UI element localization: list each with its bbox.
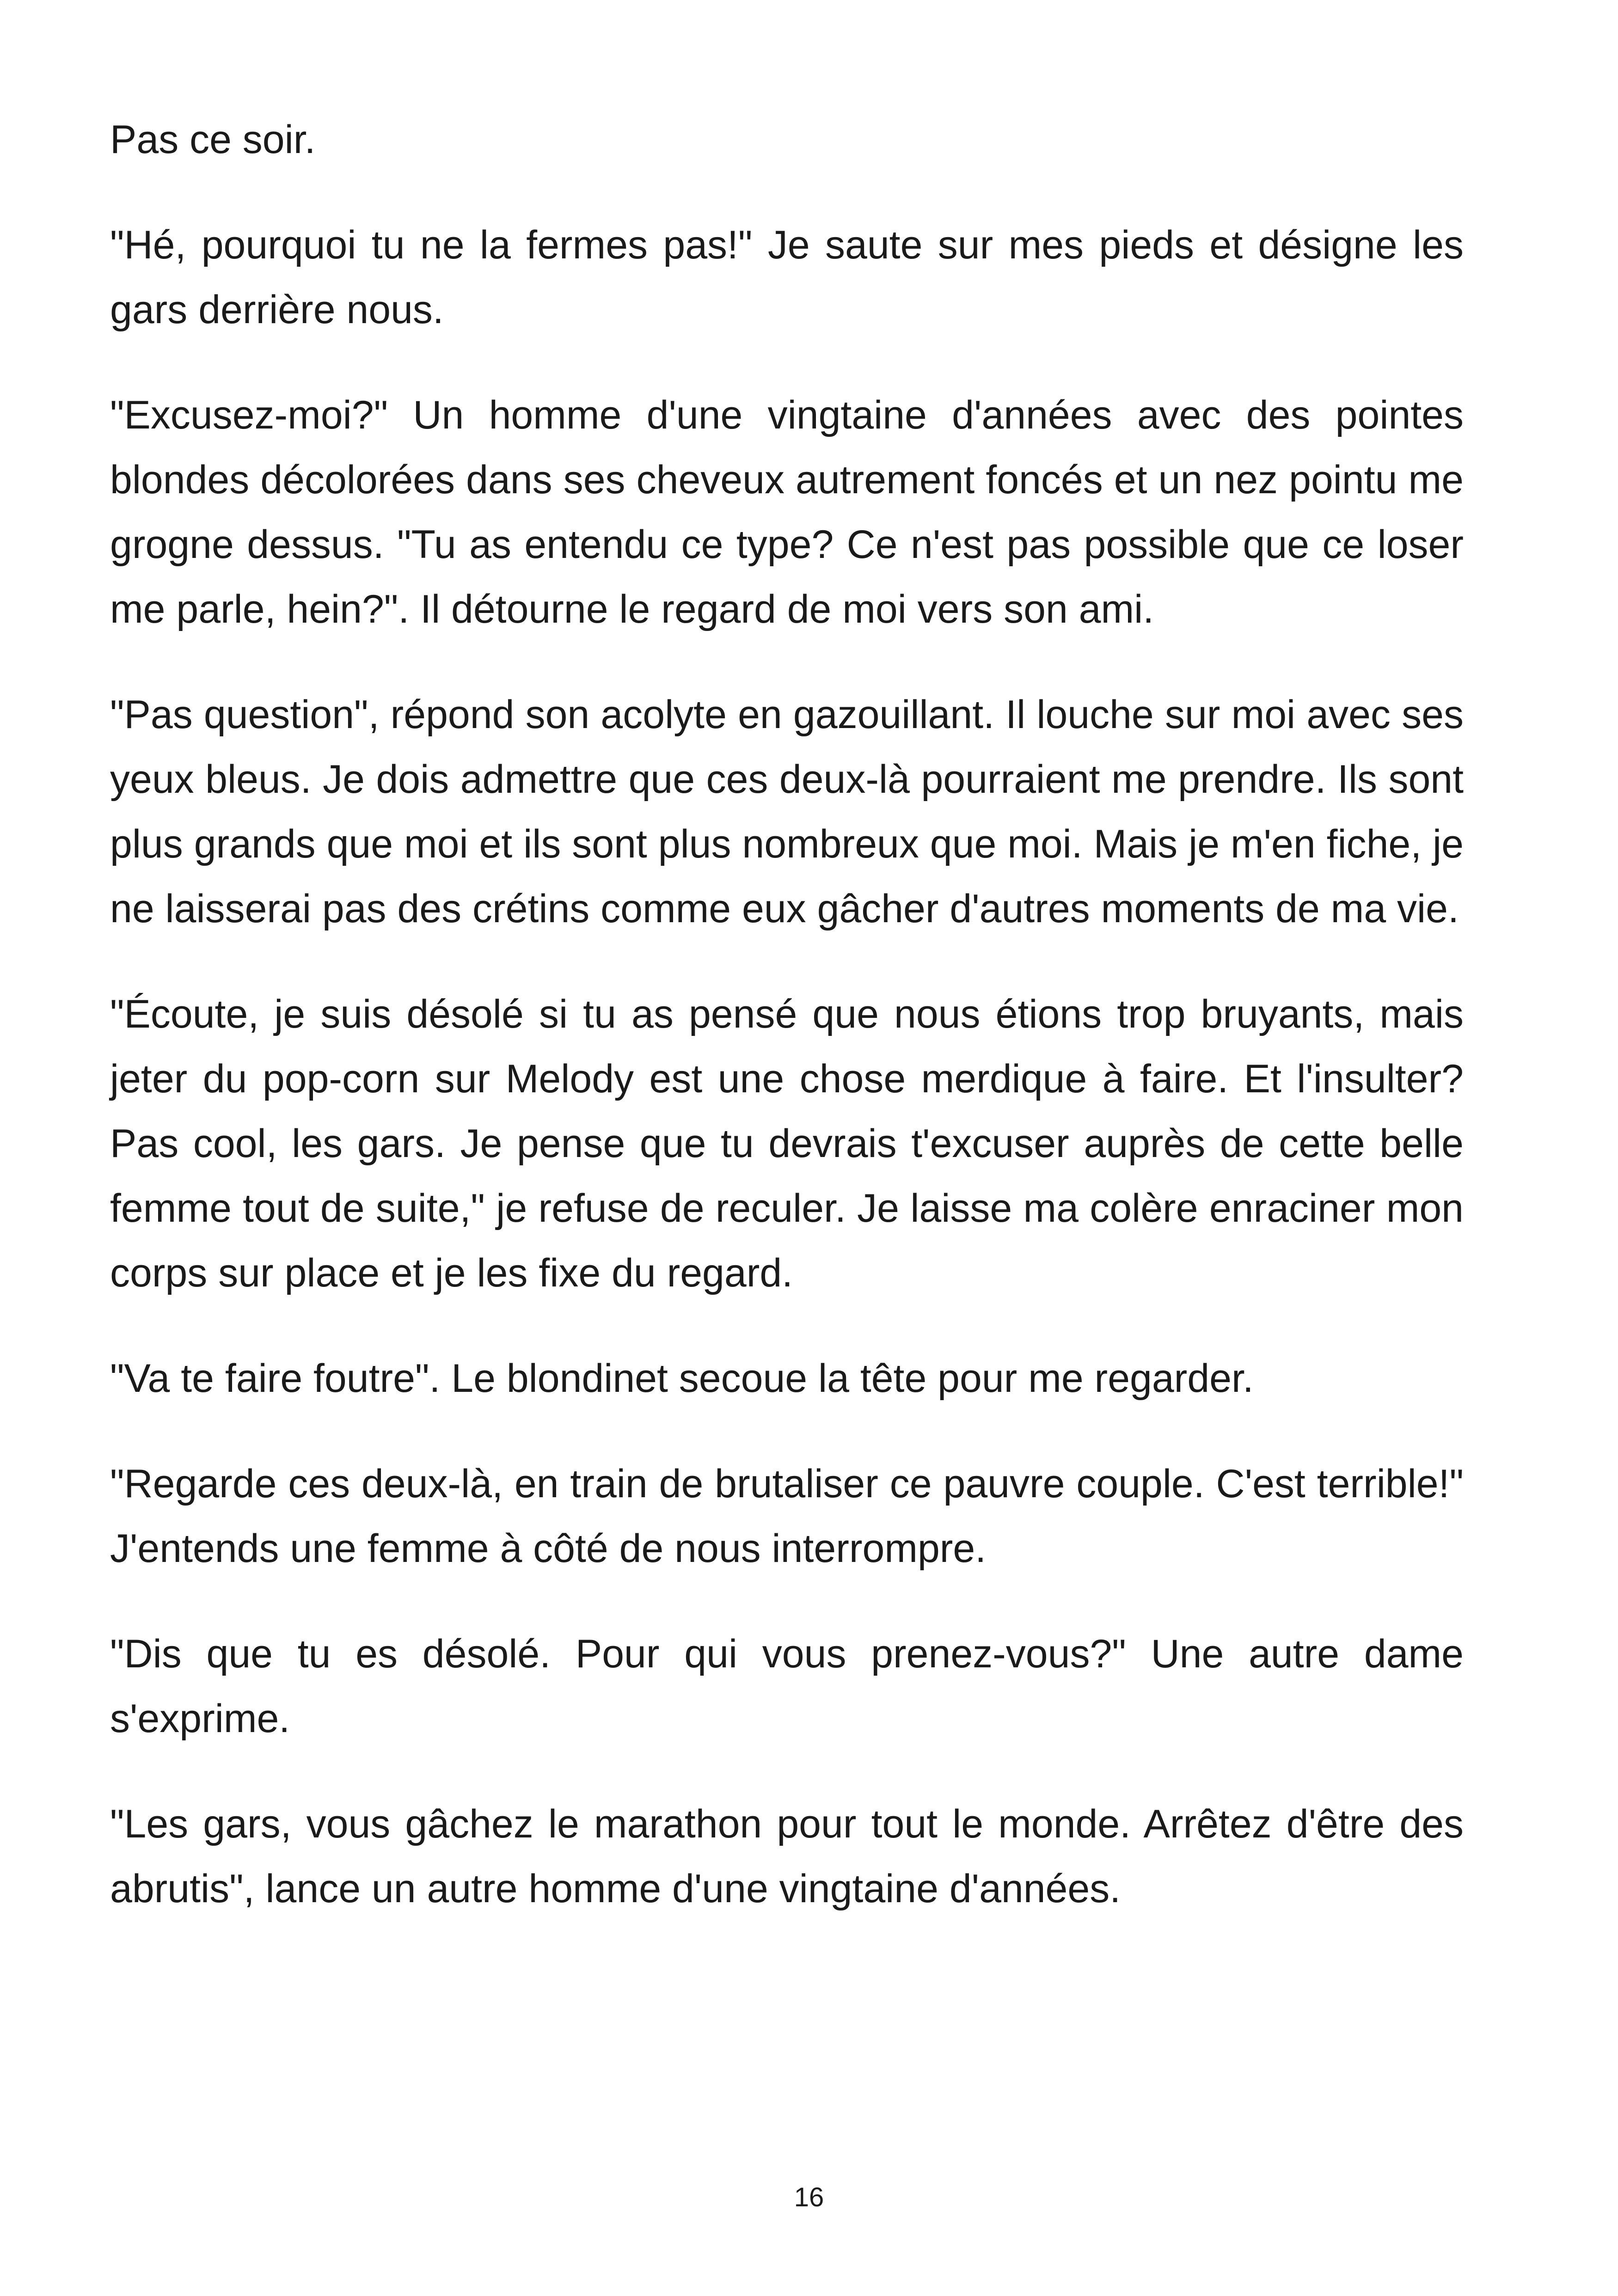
paragraph: "Va te faire foutre". Le blondinet secoue la tête pour me regarder. bbox=[110, 1356, 1254, 1401]
paragraph: "Pas question", répond son acolyte en gazouillant. Il louche sur moi avec ses yeux bleus. Je dois admettre que ces deux-là pourraient me prendre. Ils sont plus grands que moi et ils sont plus nombreux que moi. Mais je m'en fiche, je ne laisserai pas des crétins comme eux gâcher d'autres moments de ma vie. bbox=[110, 692, 1464, 931]
paragraph: "Excusez-moi?" Un homme d'une vingtaine d'années avec des pointes blondes décolorées dans ses cheveux autrement foncés et un nez pointu me grogne dessus. "Tu as entendu ce type? Ce n'est pas possible que ce loser me parle, hein?". Il détourne le regard de moi vers son ami. bbox=[110, 393, 1464, 631]
paragraph: Pas ce soir. bbox=[110, 117, 316, 162]
body-text bbox=[110, 107, 1464, 1962]
page-number: 16 bbox=[794, 2182, 824, 2212]
paragraph: "Hé, pourquoi tu ne la fermes pas!" Je saute sur mes pieds et désigne les gars derrière nous. bbox=[110, 223, 1464, 332]
paragraph: "Écoute, je suis désolé si tu as pensé que nous étions trop bruyants, mais jeter du pop-corn sur Melody est une chose merdique à faire. Et l'insulter? Pas cool, les gars. Je pense que tu devrais t'excuser auprès de cette belle femme tout de suite," je refuse de reculer. Je laisse ma colère enraciner mon corps sur place et je les fixe du regard. bbox=[110, 992, 1464, 1295]
paragraph: "Dis que tu es désolé. Pour qui vous prenez-vous?" Une autre dame s'exprime. bbox=[110, 1632, 1464, 1741]
paragraph: "Regarde ces deux-là, en train de brutaliser ce pauvre couple. C'est terrible!" J'entends une femme à côté de nous interrompre. bbox=[110, 1462, 1464, 1571]
paragraph: "Les gars, vous gâchez le marathon pour tout le monde. Arrêtez d'être des abrutis", lance un autre homme d'une vingtaine d'années. bbox=[110, 1802, 1464, 1911]
